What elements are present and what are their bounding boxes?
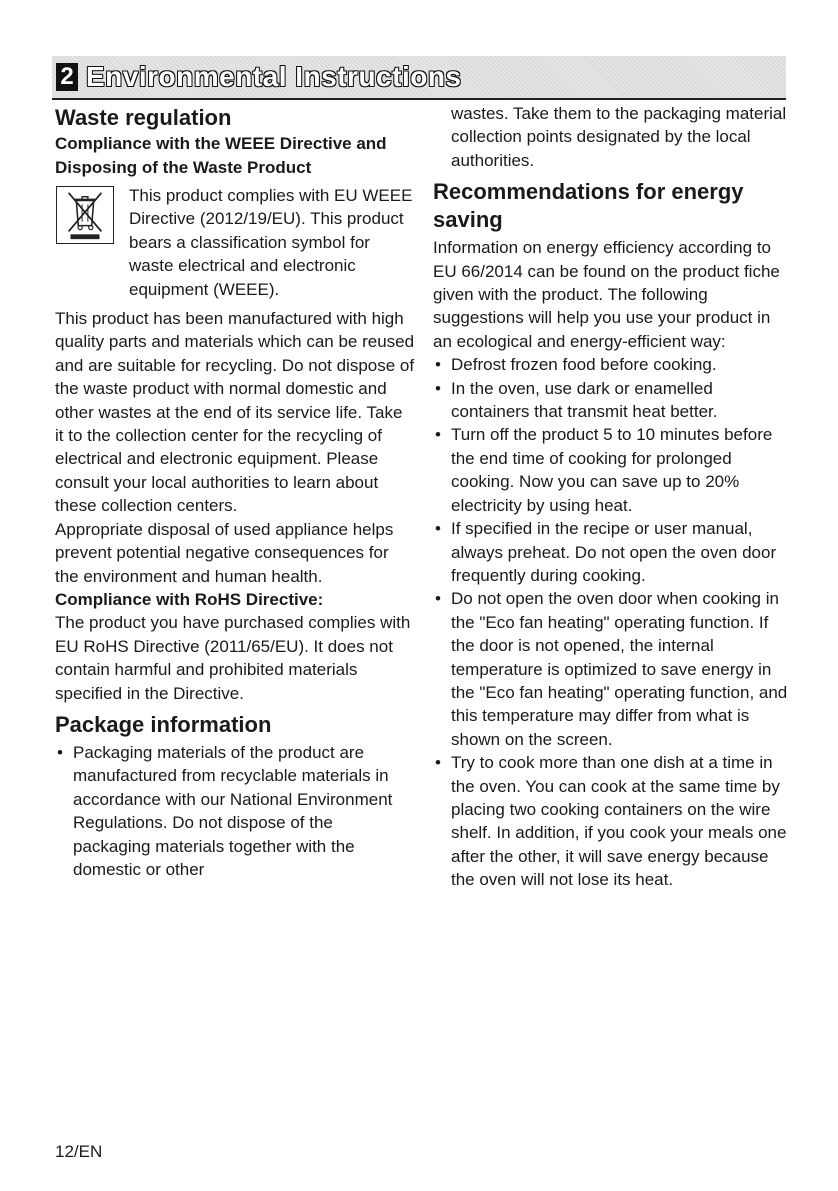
rohs-paragraph: The product you have purchased complies with EU RoHS Directive (2011/65/EU). It does not contain harmful and prohibited materials specified in the Directive. (55, 613, 411, 703)
left-column (55, 104, 415, 881)
weee-heading: Compliance with the WEEE Directive and Disposing of the Waste Product (55, 134, 387, 177)
list-item: • Do not open the oven door when cooking in the "Eco fan heating" operating function. If the door is not opened, the internal temperature is optimized to save energy in the "Eco fan heating" operating function, and this temperature may differ from what is shown on the screen. (433, 587, 789, 751)
package-list (55, 741, 415, 881)
crossed-out-wheelie-bin-icon (56, 186, 114, 244)
list-item: • If specified in the recipe or user manual, always preheat. Do not open the oven door frequently during cooking. (433, 517, 789, 587)
energy-intro-paragraph: Information on energy efficiency according to EU 66/2014 can be found on the product fiche given with the product. The following suggestions will help you use your product in an ecological and energy-efficient way: (433, 238, 780, 351)
energy-tips-list (433, 353, 789, 891)
list-item: • In the oven, use dark or enamelled containers that transmit heat better. (433, 377, 789, 424)
package-continued-text: wastes. Take them to the packaging material collection points designated by the local authorities. (451, 104, 787, 170)
right-column (433, 102, 789, 892)
rohs-heading: Compliance with RoHS Directive: (55, 589, 324, 609)
disposal-paragraph: Appropriate disposal of used appliance helps prevent potential negative consequences for the environment and human health. (55, 519, 394, 586)
list-item: • Defrost frozen food before cooking. (433, 353, 789, 376)
section-header (52, 56, 786, 100)
list-item: • Packaging materials of the product are manufactured from recyclable materials in accordance with our National Environment Regulations. Do not dispose of the packaging materials together with the domestic or other (55, 741, 415, 881)
page-number: 12/EN (55, 1142, 103, 1161)
recycling-paragraph: This product has been manufactured with high quality parts and materials which can be reused and are suitable for recycling. Do not dispose of the waste product with normal domestic and other wastes at the end of its service life. Take it to the collection center for the recycling of electrical and electronic equipment. Please consult your local authorities to learn about these collection centers. (55, 309, 415, 516)
section-title: Environmental Instructions (86, 61, 462, 92)
list-item: • Try to cook more than one dish at a time in the oven. You can cook at the same time by placing two cooking containers on the wire shelf. In addition, if you cook your meals one after the other, it will save energy because the oven will not lose its heat. (433, 751, 789, 891)
chapter-number: 2 (56, 63, 78, 91)
energy-saving-heading: Recommendations for energy saving (433, 179, 744, 233)
weee-text: This product complies with EU WEEE Directive (2012/19/EU). This product bears a classification symbol for waste electrical and electronic equipment (WEEE). (129, 186, 413, 299)
list-item: • Turn off the product 5 to 10 minutes before the end time of cooking for prolonged cooking. Now you can save up to 20% electricity by using heat. (433, 423, 789, 517)
waste-regulation-heading: Waste regulation (55, 105, 232, 130)
package-information-heading: Package information (55, 711, 272, 737)
weee-statement (55, 184, 415, 301)
